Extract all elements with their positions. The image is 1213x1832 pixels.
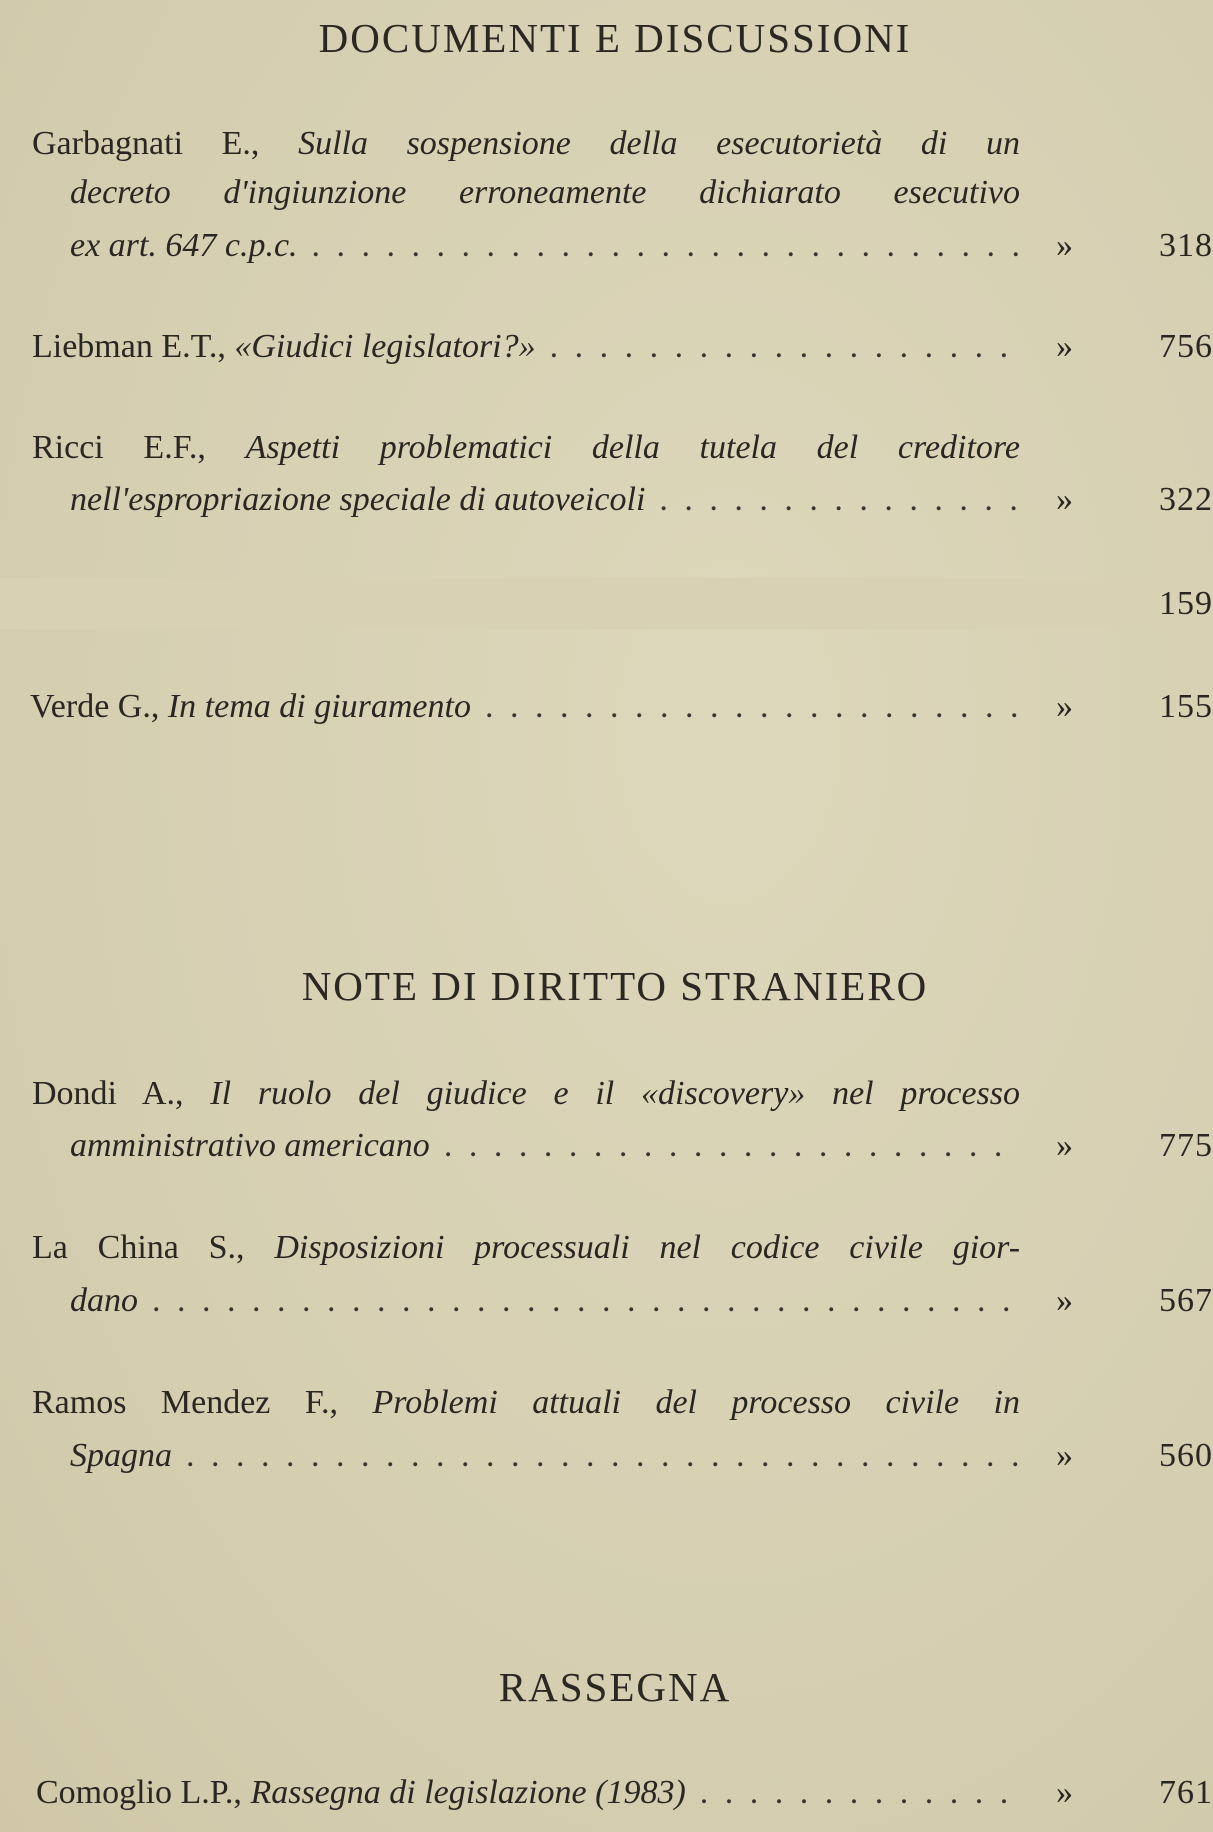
entry-author: Dondi A., bbox=[32, 1075, 184, 1112]
entry-title-line: In tema di giuramento bbox=[167, 688, 471, 725]
entry-title-line: dano bbox=[70, 1282, 138, 1319]
entry-first-line bbox=[32, 1222, 1020, 1273]
page-number: 318 bbox=[1159, 227, 1213, 264]
guillemet-mark: » bbox=[1056, 1774, 1073, 1811]
entry-first-line bbox=[32, 1377, 1020, 1428]
entry-title-continuation bbox=[70, 167, 1020, 218]
page-number: 775 bbox=[1159, 1127, 1213, 1164]
section-heading-documenti: DOCUMENTI E DISCUSSIONI bbox=[318, 15, 912, 61]
entry-author: Ricci E.F., bbox=[32, 429, 206, 466]
entry-author: Garbagnati E., bbox=[32, 125, 260, 162]
guillemet-mark: » bbox=[1056, 1437, 1073, 1474]
page-number: 155 bbox=[1159, 688, 1213, 725]
entry-title-line: Sulla sospensione della esecutorietà di un bbox=[298, 125, 1020, 162]
entry-first-line bbox=[32, 422, 1020, 473]
entry-author: Comoglio L.P., bbox=[36, 1774, 242, 1811]
entry-title-line: Aspetti problematici della tutela del creditore bbox=[245, 429, 1020, 466]
entry-title-line: Rassegna di legislazione (1983) bbox=[250, 1774, 686, 1811]
page-number: 761 bbox=[1159, 1774, 1213, 1811]
entry-title-line: nell'espropriazione speciale di autoveicoli bbox=[70, 481, 646, 518]
guillemet-mark: » bbox=[1056, 328, 1073, 365]
entry-title-line: Il ruolo del giudice e il «discovery» nel processo bbox=[210, 1075, 1020, 1112]
guillemet-mark: » bbox=[1056, 481, 1073, 518]
entry-first-line bbox=[32, 118, 1020, 169]
page-number: 322 bbox=[1159, 481, 1213, 518]
entry-author: La China S., bbox=[32, 1229, 245, 1266]
page-number: 560 bbox=[1159, 1437, 1213, 1474]
guillemet-mark: » bbox=[1056, 1127, 1073, 1164]
page-number: 756 bbox=[1159, 328, 1213, 365]
section-heading-note: NOTE DI DIRITTO STRANIERO bbox=[301, 963, 929, 1009]
entry-author: Ramos Mendez F., bbox=[32, 1384, 339, 1421]
guillemet-mark: » bbox=[1056, 1282, 1073, 1319]
entry-title-line: Disposizioni processuali nel codice civile gior- bbox=[274, 1229, 1020, 1266]
page-number: 159 bbox=[0, 578, 1213, 629]
entry-title-line: Spagna bbox=[70, 1437, 172, 1474]
entry-author: Liebman E.T., bbox=[32, 328, 226, 365]
page-number: 567 bbox=[1159, 1282, 1213, 1319]
entry-title-line: ex art. 647 c.p.c. bbox=[70, 227, 298, 264]
guillemet-mark: » bbox=[1056, 227, 1073, 264]
guillemet-mark: » bbox=[1056, 688, 1073, 725]
entry-author: Verde G., bbox=[30, 688, 160, 725]
entry-title-line: decreto d'ingiunzione erroneamente dichiarato esecutivo bbox=[70, 174, 1020, 211]
entry-title-line: Problemi attuali del processo civile in bbox=[372, 1384, 1020, 1421]
entry-first-line bbox=[32, 1068, 1020, 1119]
section-heading-rassegna: RASSEGNA bbox=[498, 1664, 732, 1710]
entry-title-line: amministrativo americano bbox=[70, 1127, 430, 1164]
entry-title-line: «Giudici legislatori?» bbox=[234, 328, 536, 365]
